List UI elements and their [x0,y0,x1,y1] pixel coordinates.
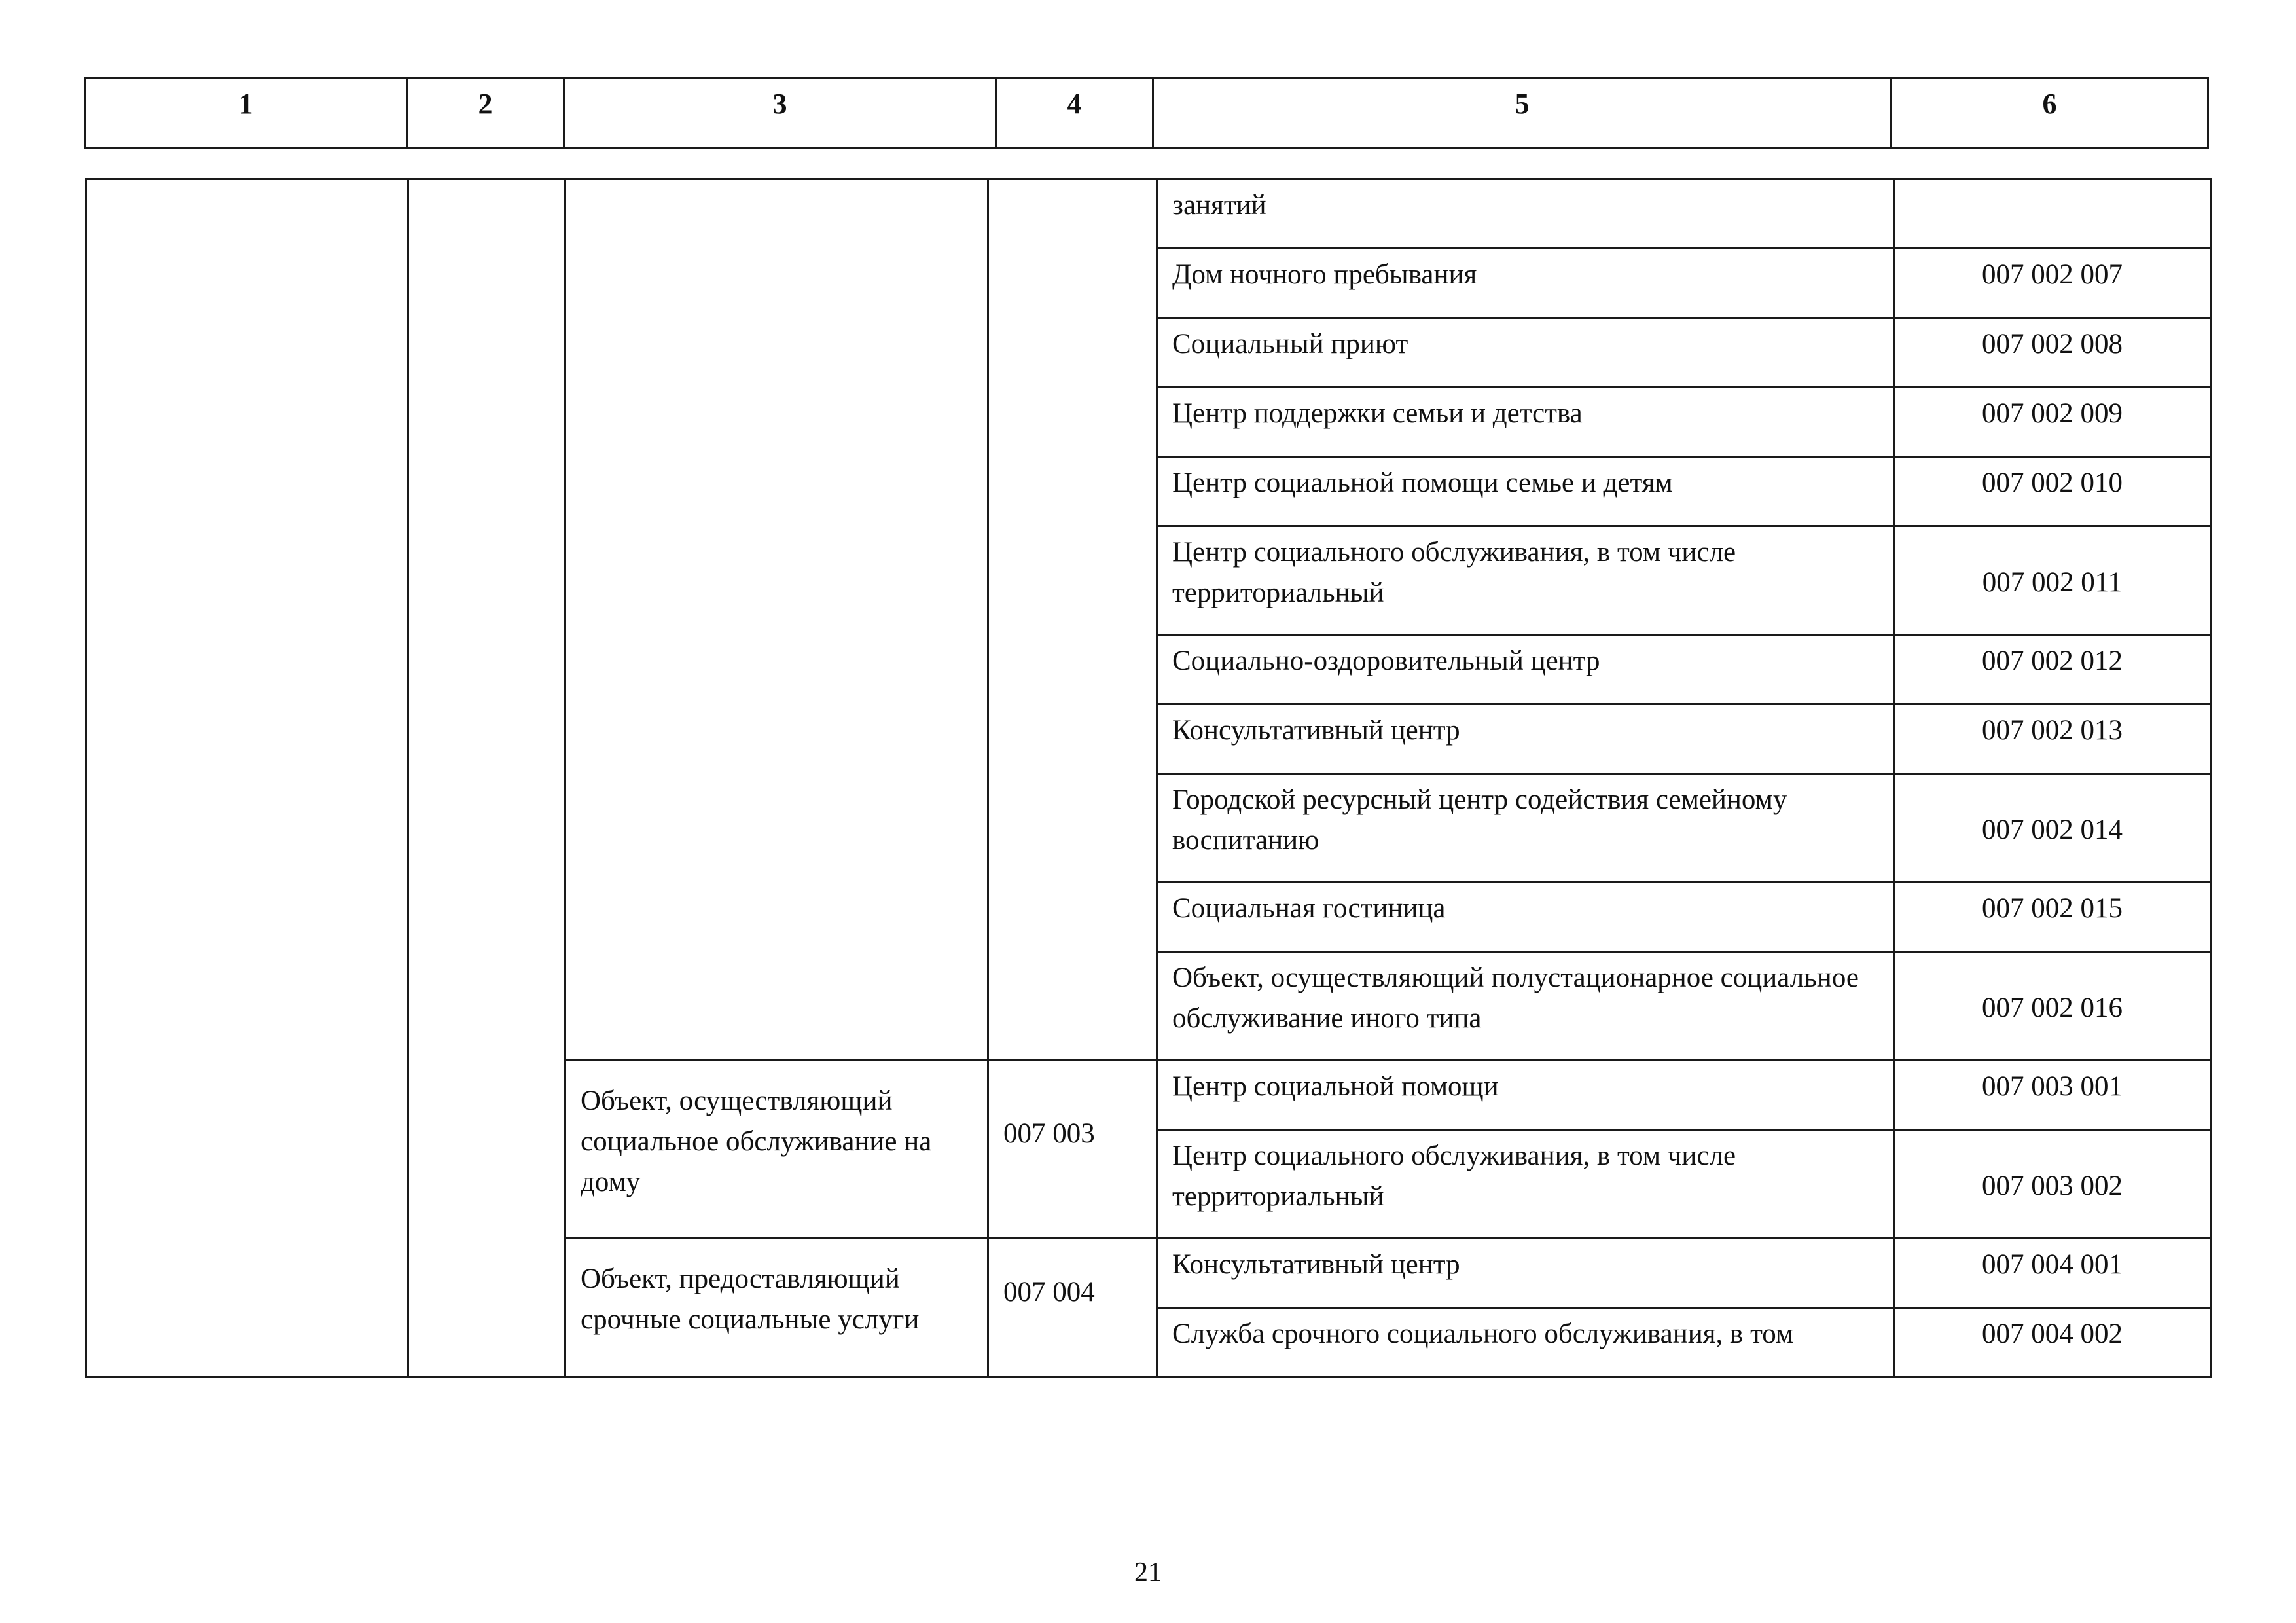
object-code: 007 002 010 [1894,457,2211,526]
object-code [1894,179,2211,249]
column-3-cell [565,179,988,1061]
column-number: 2 [407,79,564,149]
group-code: 007 004 [988,1239,1157,1377]
table-row [86,179,2211,249]
object-code: 007 002 007 [1894,249,2211,318]
column-number: 5 [1153,79,1892,149]
column-number: 3 [564,79,996,149]
object-code: 007 003 001 [1894,1061,2211,1130]
object-name: Центр социальной помощи семье и детям [1157,457,1894,526]
group-code: 007 003 [988,1061,1157,1239]
column-number: 1 [85,79,407,149]
object-code: 007 002 011 [1894,526,2211,635]
object-code: 007 002 012 [1894,635,2211,704]
page-number: 21 [1134,1558,1162,1588]
object-name: Объект, осуществляющий полустационарное социальное обслуживание иного типа [1157,952,1894,1061]
column-number: 4 [996,79,1153,149]
object-name: Центр социального обслуживания, в том числе территориальный [1157,1130,1894,1239]
object-name: Дом ночного пребывания [1157,249,1894,318]
object-name: Социально-оздоровительный центр [1157,635,1894,704]
group-name: Объект, предоставляющий срочные социальные услуги [565,1239,988,1377]
object-name: Консультативный центр [1157,1239,1894,1308]
column-4-cell [988,179,1157,1061]
object-name: Центр социальной помощи [1157,1061,1894,1130]
object-code: 007 004 001 [1894,1239,2211,1308]
object-name: Консультативный центр [1157,704,1894,774]
object-name: Центр поддержки семьи и детства [1157,388,1894,457]
object-name: Социальный приют [1157,318,1894,388]
object-code: 007 002 016 [1894,952,2211,1061]
object-code: 007 002 015 [1894,883,2211,952]
object-code: 007 002 013 [1894,704,2211,774]
object-name: Социальная гостиница [1157,883,1894,952]
group-name: Объект, осуществляющий социальное обслуживание на дому [565,1061,988,1239]
object-code: 007 002 009 [1894,388,2211,457]
classifier-table [85,178,2212,1378]
column-2-cell [408,179,565,1377]
object-name: Городской ресурсный центр содействия семейному воспитанию [1157,774,1894,883]
column-number-header [84,77,2209,149]
object-name: Центр социального обслуживания, в том числе территориальный [1157,526,1894,635]
object-name: Служба срочного социального обслуживания, в том [1157,1308,1894,1377]
column-number: 6 [1892,79,2208,149]
object-name: занятий [1157,179,1894,249]
object-code: 007 004 002 [1894,1308,2211,1377]
object-code: 007 002 008 [1894,318,2211,388]
object-code: 007 003 002 [1894,1130,2211,1239]
column-1-cell [86,179,408,1377]
object-code: 007 002 014 [1894,774,2211,883]
